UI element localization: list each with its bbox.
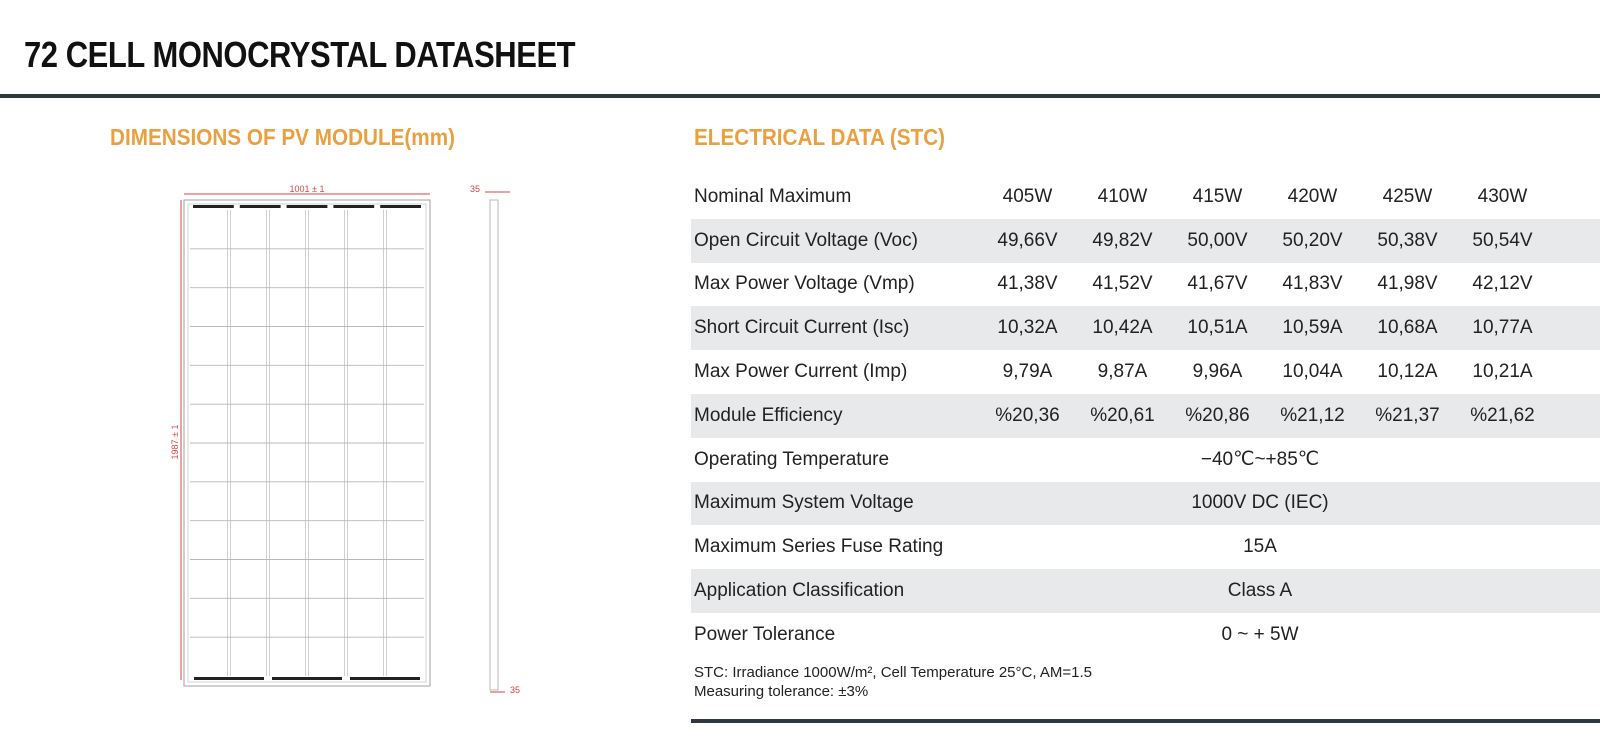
table-cell: 10,77A (1455, 306, 1550, 350)
table-cell: 41,52V (1092, 273, 1153, 295)
row-padding (1550, 219, 1600, 263)
table-cell: 425W (1382, 185, 1433, 207)
table-row (691, 219, 1600, 263)
row-label: Maximum System Voltage (691, 482, 980, 526)
frame-bottom-label: 35 (510, 685, 521, 695)
table-cell: 50,00V (1170, 219, 1265, 263)
page-title: 72 CELL MONOCRYSTAL DATASHEET (24, 34, 576, 75)
table-cell: 420W (1287, 185, 1338, 207)
table-cell: 405W (1002, 185, 1053, 207)
busbar-bottom (350, 677, 420, 680)
table-cell: 415W (1192, 185, 1243, 207)
stc-note-line: STC: Irradiance 1000W/m², Cell Temperature 25°C, AM=1.5 (694, 664, 1092, 681)
row-label: Power Tolerance (694, 623, 836, 645)
table-cell: 41,38V (997, 273, 1058, 295)
table-cell: 49,66V (980, 219, 1075, 263)
table-cell: 10,04A (1282, 361, 1343, 383)
table-cell: %21,12 (1265, 394, 1360, 438)
electrical-data-table (691, 175, 1600, 657)
table-row (691, 175, 1600, 219)
table-cell: 1000V DC (IEC) (980, 482, 1600, 526)
table-cell: 41,83V (1282, 273, 1343, 295)
bottom-divider (691, 719, 1600, 723)
table-cell: %20,61 (1075, 394, 1170, 438)
table-cell: 50,54V (1455, 219, 1550, 263)
table-cell: %21,62 (1455, 394, 1550, 438)
table-cell: %20,36 (980, 394, 1075, 438)
table-cell: 41,98V (1377, 273, 1438, 295)
busbar-bottom (272, 677, 342, 680)
table-cell: %20,86 (1170, 394, 1265, 438)
table-cell: 410W (1097, 185, 1148, 207)
table-cell: 42,12V (1472, 273, 1533, 295)
row-label: Max Power Voltage (Vmp) (694, 273, 915, 295)
busbar-top (380, 205, 421, 208)
table-row (691, 569, 1600, 613)
table-cell: 41,67V (1187, 273, 1248, 295)
pv-module-drawing (170, 180, 550, 720)
busbar-top (193, 205, 234, 208)
row-padding (1550, 175, 1600, 219)
table-row (691, 394, 1600, 438)
busbar-top (240, 205, 281, 208)
frame-top-label: 35 (470, 184, 481, 194)
width-dimension-label: 1001 ± 1 (289, 184, 325, 194)
table-cell: 10,68A (1360, 306, 1455, 350)
table-cell: 10,32A (980, 306, 1075, 350)
tolerance-note-line: Measuring tolerance: ±3% (694, 683, 869, 700)
table-row (691, 306, 1600, 350)
row-label: Open Circuit Voltage (Voc) (691, 219, 980, 263)
row-label: Short Circuit Current (Isc) (691, 306, 980, 350)
row-padding (1550, 263, 1600, 307)
busbar-bottom (194, 677, 264, 680)
module-side-profile (490, 200, 498, 690)
title-divider (0, 94, 1600, 98)
electrical-section-title: ELECTRICAL DATA (STC) (694, 124, 946, 150)
dimensions-section-title: DIMENSIONS OF PV MODULE(mm) (110, 124, 456, 150)
height-dimension-label: 1987 ± 1 (170, 424, 180, 460)
row-label: Maximum Series Fuse Rating (694, 536, 944, 558)
table-cell: 10,12A (1377, 361, 1438, 383)
table-cell: 15A (1243, 536, 1277, 558)
module-cell-grid (184, 200, 430, 686)
table-cell: 9,96A (1192, 361, 1243, 383)
row-label: Application Classification (691, 569, 980, 613)
row-label: Module Efficiency (691, 394, 980, 438)
table-cell: 10,21A (1472, 361, 1533, 383)
row-padding (1550, 350, 1600, 394)
stc-note (694, 663, 1092, 701)
table-cell: 10,51A (1170, 306, 1265, 350)
busbar-top (287, 205, 328, 208)
table-cell: 50,20V (1265, 219, 1360, 263)
table-cell: 430W (1477, 185, 1528, 207)
row-padding (1550, 394, 1600, 438)
table-cell: 10,59A (1265, 306, 1360, 350)
table-cell: 50,38V (1360, 219, 1455, 263)
table-row (691, 350, 1600, 394)
table-cell: 0 ~ + 5W (1221, 623, 1299, 645)
table-row (691, 438, 1600, 482)
table-cell: Class A (980, 569, 1600, 613)
table-row (691, 482, 1600, 526)
table-row (691, 525, 1600, 569)
table-cell: −40℃~+85℃ (1200, 449, 1320, 471)
table-row (691, 263, 1600, 307)
table-cell: 49,82V (1075, 219, 1170, 263)
row-label: Operating Temperature (694, 448, 890, 470)
table-cell: %21,37 (1360, 394, 1455, 438)
table-cell: 9,79A (1002, 361, 1053, 383)
busbar-top (333, 205, 374, 208)
row-label: Nominal Maximum (694, 185, 852, 207)
row-padding (1550, 306, 1600, 350)
table-row (691, 613, 1600, 657)
row-label: Max Power Current (Imp) (694, 361, 908, 383)
table-cell: 10,42A (1075, 306, 1170, 350)
table-cell: 9,87A (1097, 361, 1148, 383)
